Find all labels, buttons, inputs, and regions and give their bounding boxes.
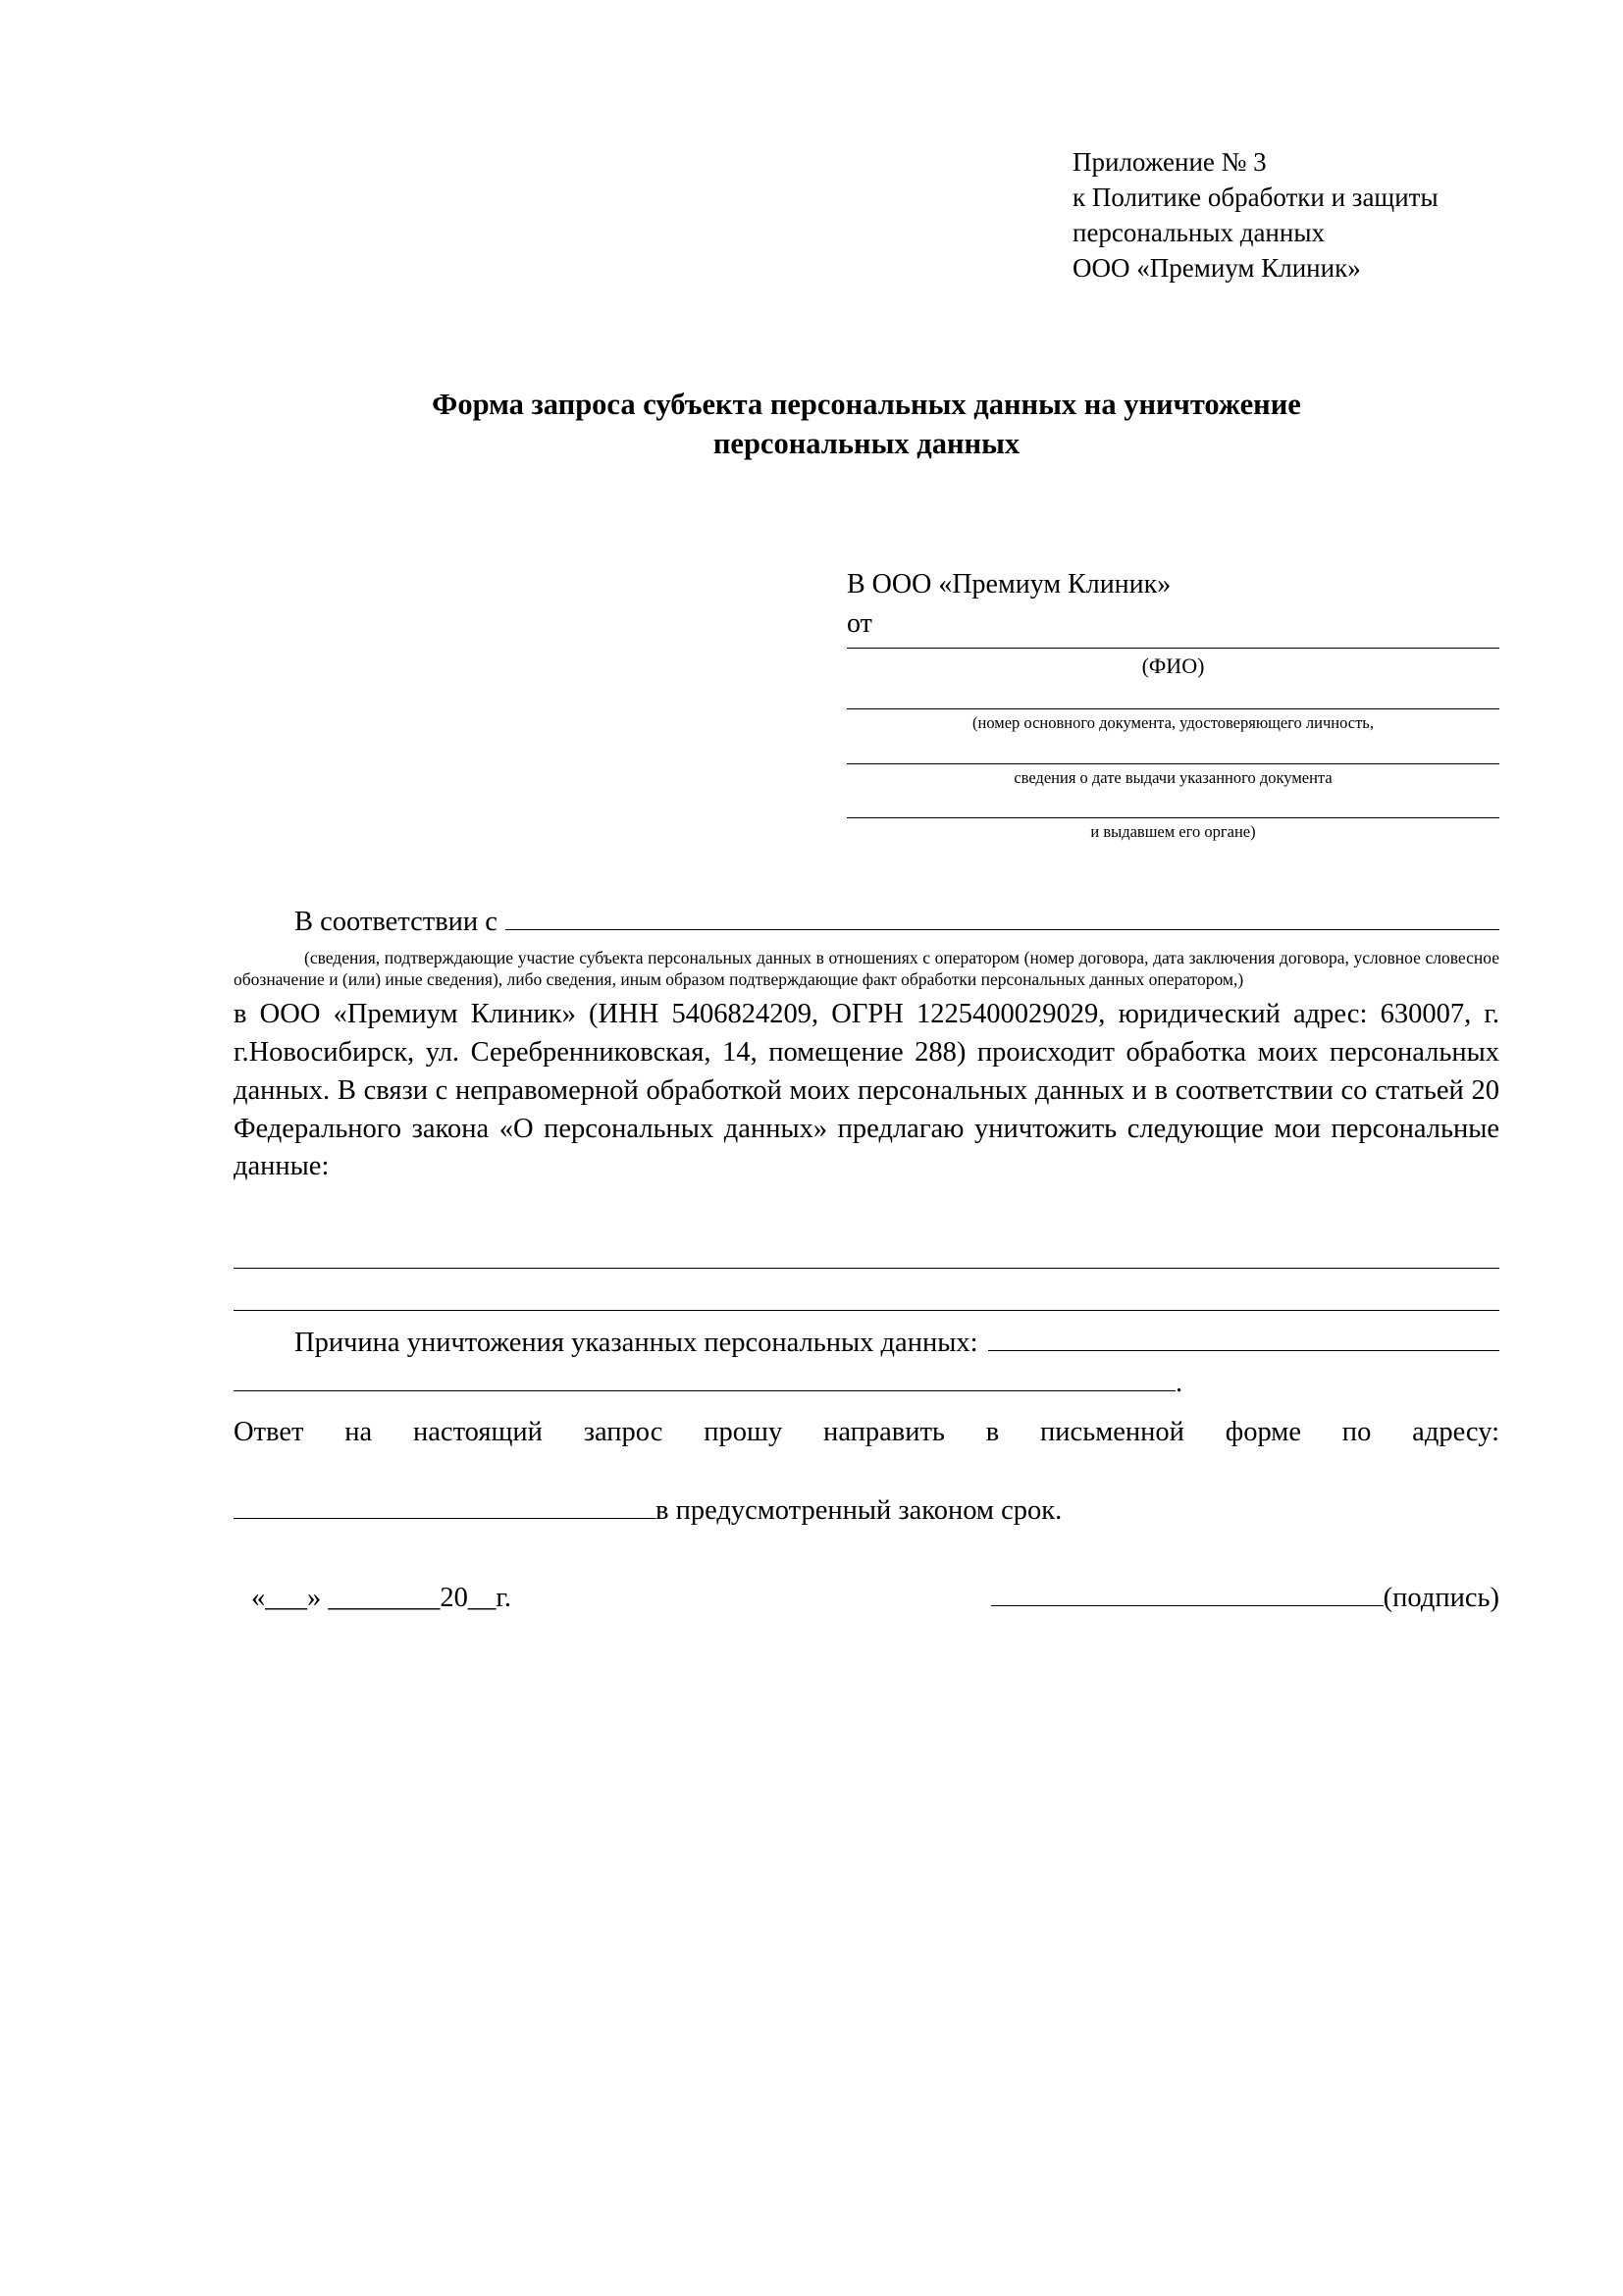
signature-input-rule[interactable] <box>991 1584 1384 1606</box>
answer-paragraph: Ответ на настоящий запрос прошу направить в письменной форме по адресу: <box>234 1417 1499 1448</box>
appendix-line-3: персональных данных <box>1073 217 1325 247</box>
signature-row <box>234 1580 1499 1618</box>
appendix-line-1: Приложение № 3 <box>1073 147 1267 177</box>
title-line-2: персональных данных <box>712 427 1021 461</box>
reason-input-rule-1[interactable] <box>988 1329 1499 1351</box>
document-content <box>234 145 1499 1617</box>
document-issuer-input-rule[interactable] <box>847 817 1499 818</box>
addressee-organization: В ООО «Премиум Клиник» <box>847 568 1172 600</box>
document-date-input-rule[interactable] <box>847 763 1499 764</box>
reason-line <box>234 1325 1499 1363</box>
reason-input-rule-2[interactable] <box>234 1369 1176 1391</box>
data-input-rule-2[interactable] <box>234 1310 1499 1311</box>
answer-address-input-rule[interactable] <box>234 1496 655 1519</box>
document-issuer-caption: и выдавшем его органе) <box>1090 822 1256 842</box>
main-paragraph: в ООО «Премиум Клиник» (ИНН 5406824209, ОГРН 1225400029029, юридический адрес: 630007, г. г.Новосибирск, ул. Серебренниковская, 14, помещение 288) происходит обработка моих персональных данных. В связи с неправомерной обработкой моих персональных данных и в соответствии со статьей 20 Федерального закона «О персональных данных» предлагаю уничтожить следующие мои персональные данные: <box>234 999 1499 1182</box>
data-input-rule-1[interactable] <box>234 1268 1499 1269</box>
fio-input-rule[interactable] <box>847 648 1499 649</box>
document-date-caption: сведения о дате выдачи указанного документа <box>1014 767 1333 787</box>
document-number-caption: (номер основного документа, удостоверяющего личность, <box>972 713 1374 733</box>
date-field[interactable]: «___» ________20__г. <box>251 1582 511 1613</box>
in-accordance-input-rule[interactable] <box>505 908 1499 930</box>
reason-continuation <box>234 1365 1499 1403</box>
addressee-block <box>847 567 1499 843</box>
title-line-1: Форма запроса субъекта персональных данных на уничтожение <box>432 387 1301 421</box>
in-accordance-note-text: (сведения, подтверждающие участие субъекта персональных данных в отношениях с оператором (номер договора, дата заключения договора, условное словесное обозначение и (или) иные сведения), либо сведения, иным образом подтверждающие факт обработки персональных данных оператором,) <box>234 947 1499 990</box>
document-title <box>234 385 1499 464</box>
signature-label: (подпись) <box>1383 1582 1499 1613</box>
in-accordance-note <box>234 947 1499 991</box>
appendix-line-4: ООО «Премиум Клиник» <box>1073 252 1361 283</box>
appendix-reference <box>1073 145 1499 287</box>
appendix-line-2: к Политике обработки и защиты <box>1073 182 1439 212</box>
in-accordance-line <box>234 904 1499 942</box>
reason-period: . <box>1176 1367 1183 1398</box>
answer-address-line <box>234 1492 1499 1531</box>
document-body <box>234 904 1499 1618</box>
addressee-from-label: от <box>847 608 872 640</box>
answer-address-tail: в предусмотренный законом срок. <box>655 1494 1063 1526</box>
reason-label: Причина уничтожения указанных персональных данных: <box>294 1327 978 1358</box>
fio-caption: (ФИО) <box>1141 652 1205 678</box>
document-number-input-rule[interactable] <box>847 708 1499 709</box>
in-accordance-label: В соответствии с <box>294 906 497 937</box>
